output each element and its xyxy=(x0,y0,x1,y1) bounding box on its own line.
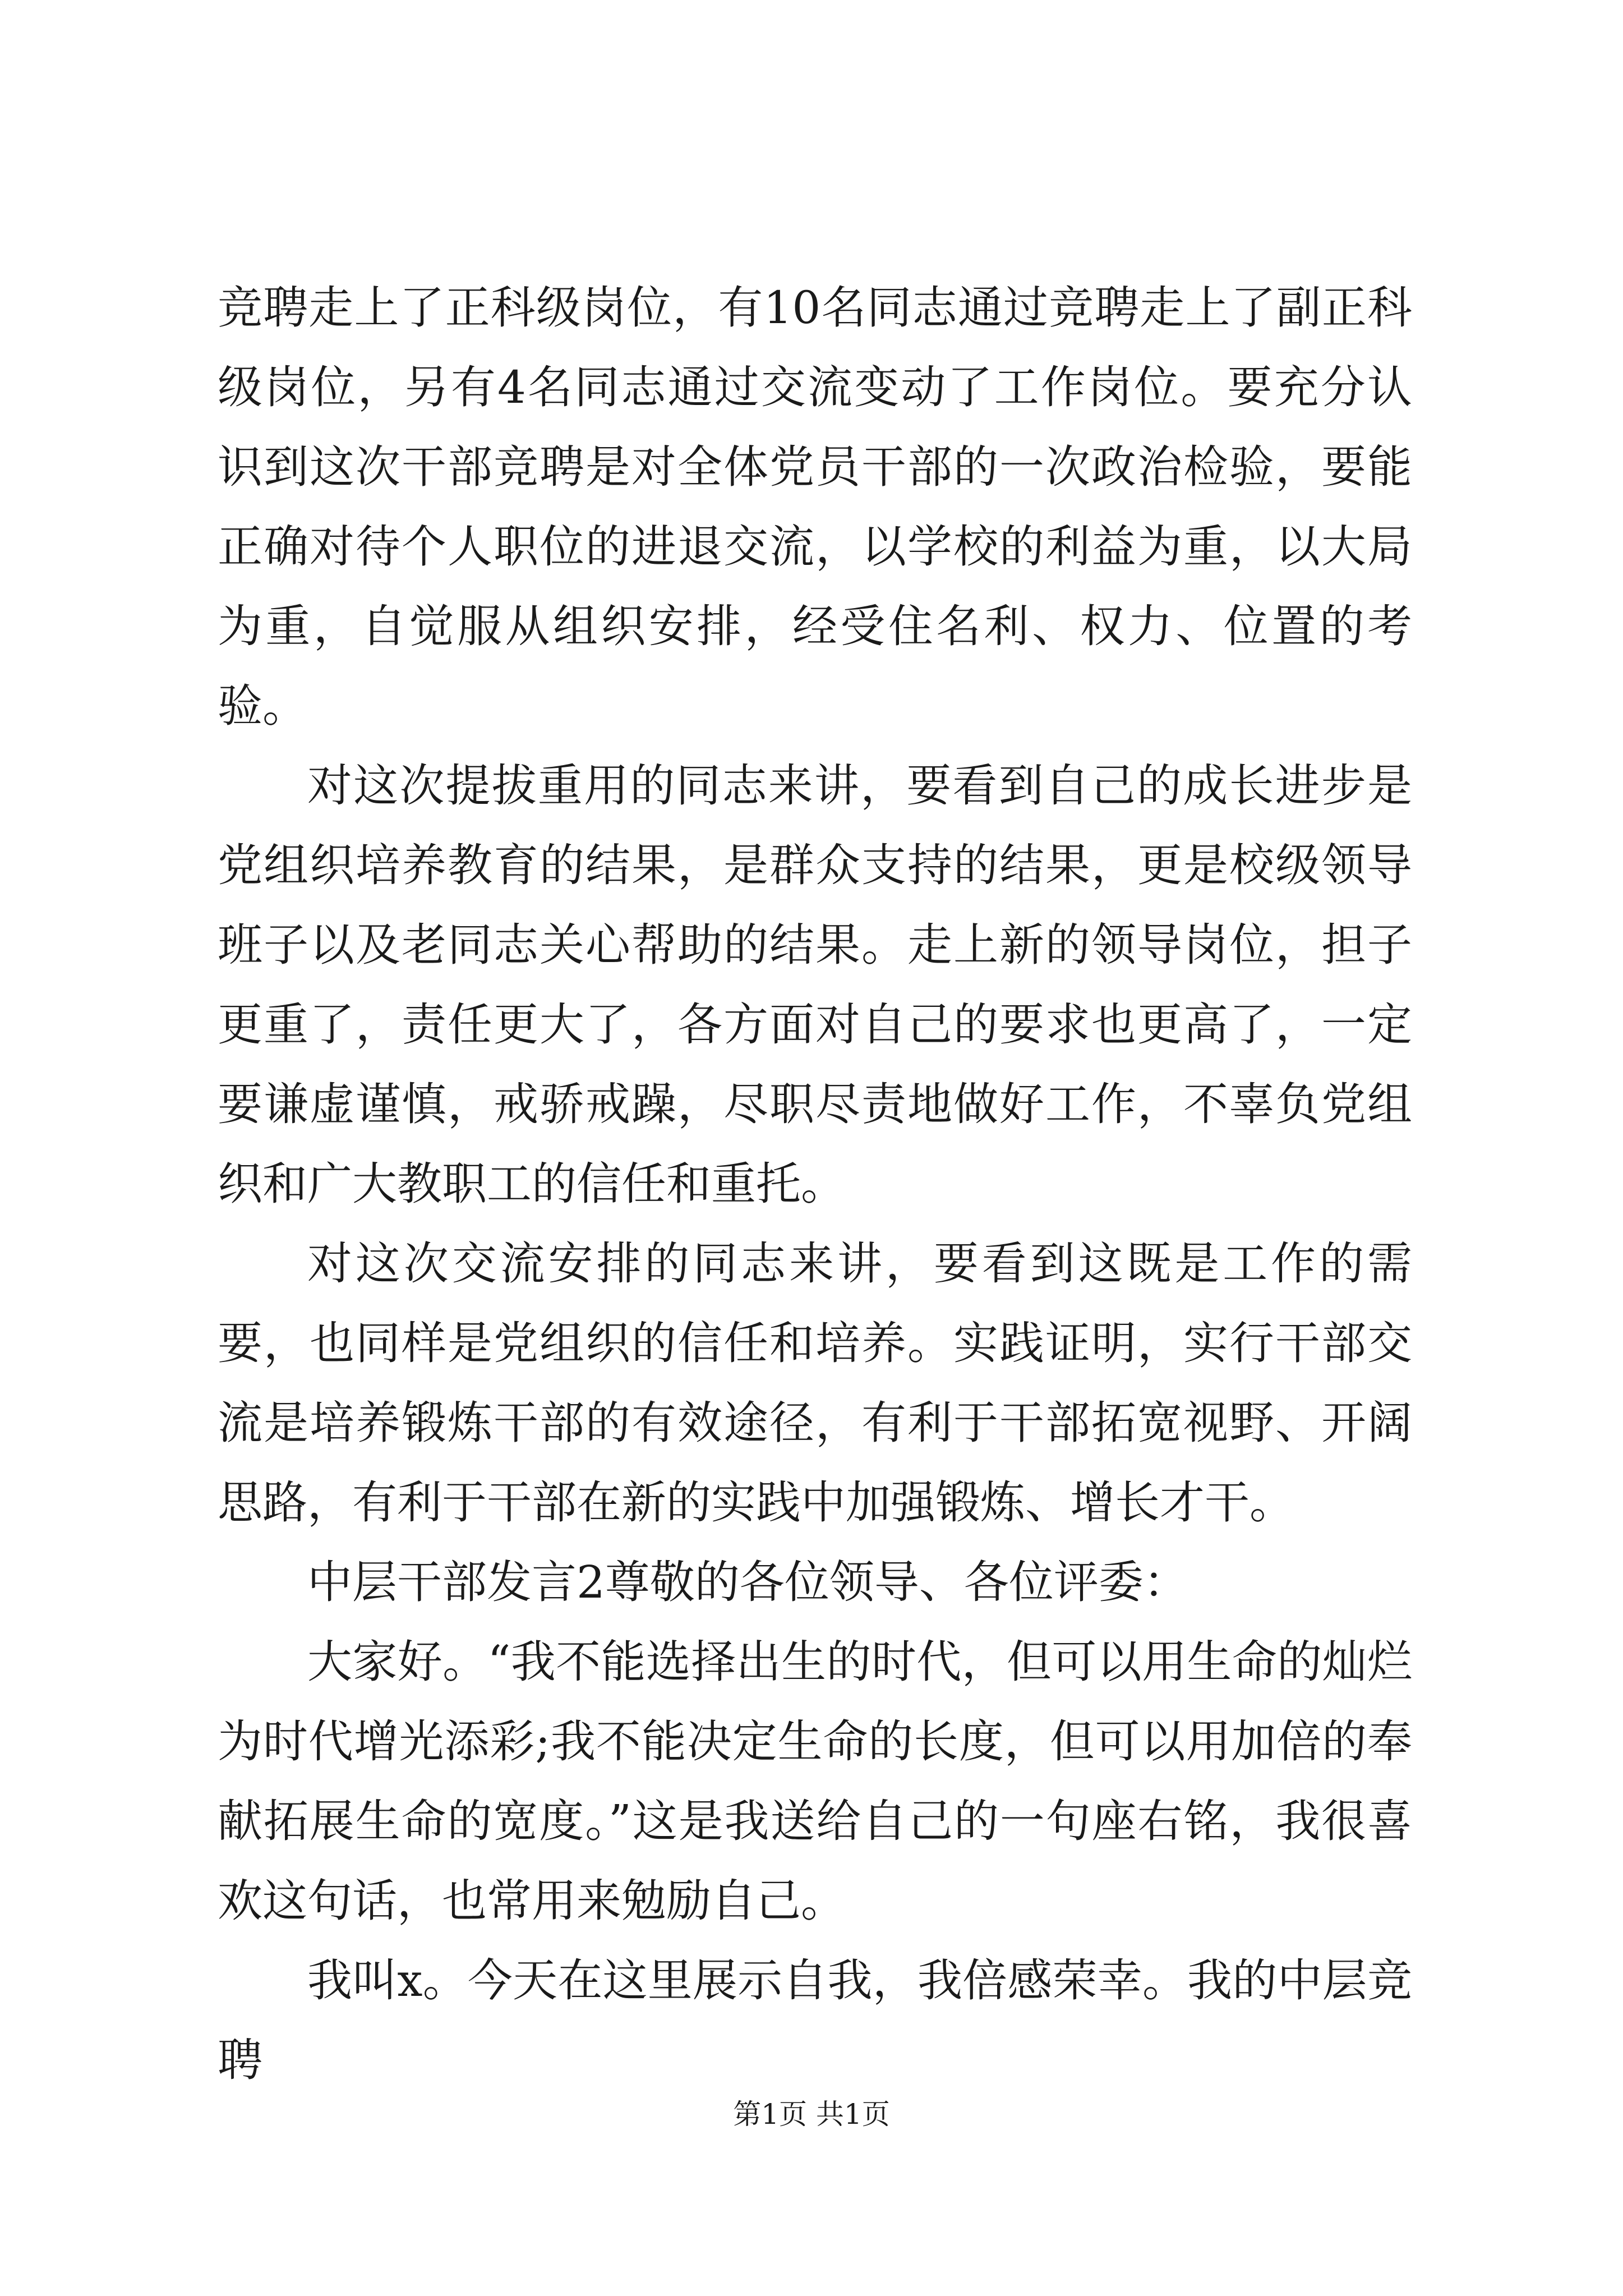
paragraph-introduction: 我叫x。今天在这里展示自我，我倍感荣幸。我的中层竞聘 xyxy=(218,1954,1412,2086)
document-body xyxy=(218,268,1412,2100)
paragraph-greeting: 大家好。“我不能选择出生的时代，但可以用生命的灿烂为时代增光添彩;我不能决定生命的长度，但可以用加倍的奉献拓展生命的宽度。”这是我送给自己的一句座右铭，我很喜欢这句话，也常用来勉励自己。 xyxy=(218,1636,1412,1927)
paragraph-continuation: 竞聘走上了正科级岗位，有10名同志通过竞聘走上了副正科级岗位，另有4名同志通过交流变动了工作岗位。要充分认识到这次干部竞聘是对全体党员干部的一次政治检验，要能正确对待个人职位的进退交流，以学校的利益为重，以大局为重，自觉服从组织安排，经受住名利、权力、位置的考验。 xyxy=(218,282,1412,732)
page-footer xyxy=(0,2095,1623,2134)
paragraph-speech-heading: 中层干部发言2尊敬的各位领导、各位评委： xyxy=(307,1556,1188,1608)
page-number-label: 第1页 共1页 xyxy=(733,2098,890,2131)
paragraph-promotion: 对这次提拔重用的同志来讲，要看到自己的成长进步是党组织培养教育的结果，是群众支持的结果，更是校级领导班子以及老同志关心帮助的结果。走上新的领导岗位，担子更重了，责任更大了，各方面对自己的要求也更高了，一定要谦虚谨慎，戒骄戒躁，尽职尽责地做好工作，不辜负党组织和广大教职工的信任和重托。 xyxy=(218,760,1412,1210)
paragraph-exchange: 对这次交流安排的同志来讲，要看到这既是工作的需要，也同样是党组织的信任和培养。实践证明，实行干部交流是培养锻炼干部的有效途径，有利于干部拓宽视野、开阔思路，有利于干部在新的实践中加强锻炼、增长才干。 xyxy=(218,1237,1412,1529)
